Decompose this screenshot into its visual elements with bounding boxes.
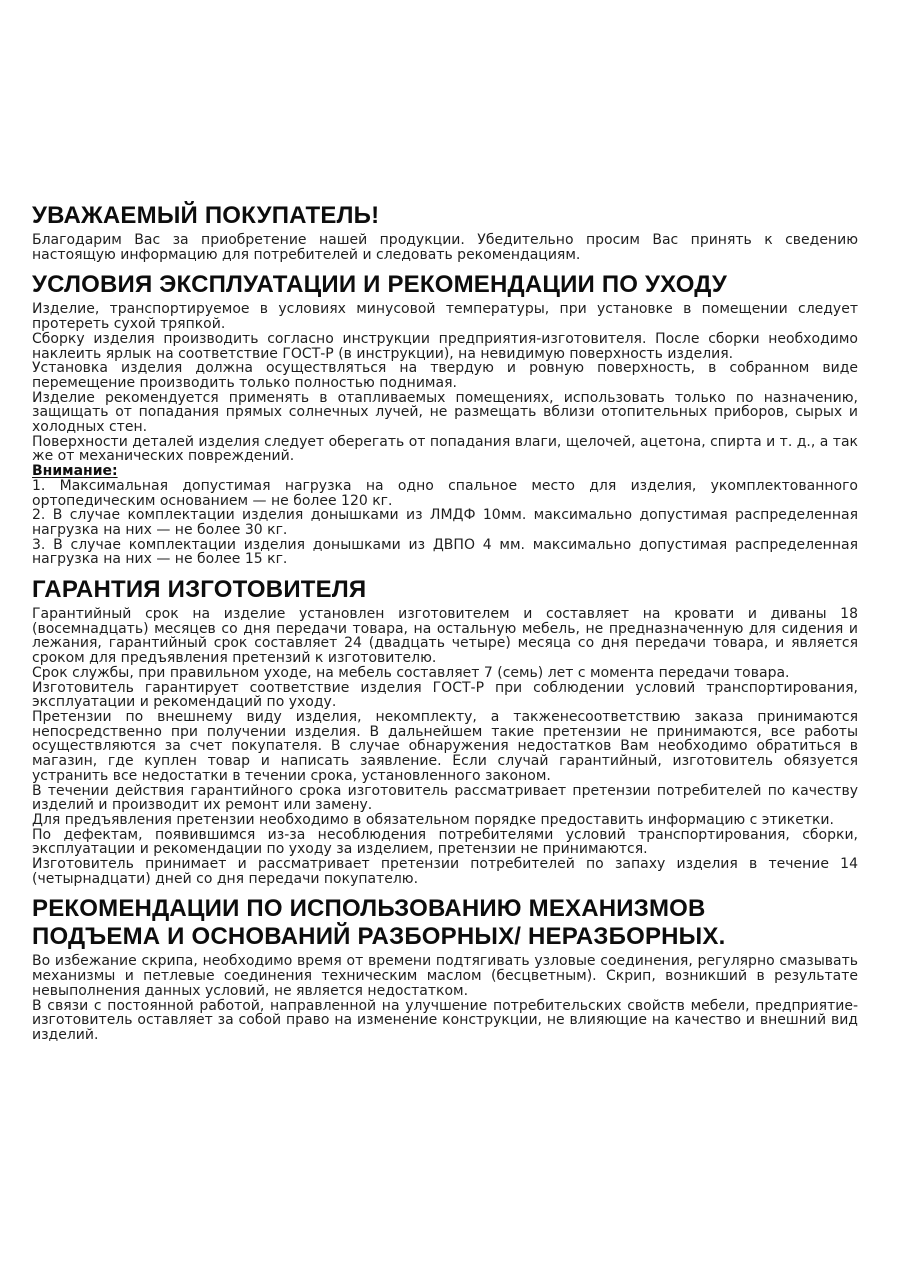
attention-item: 2. В случае комплектации изделия донышками из ЛМДФ 10мм. максимально допустимая распределенная нагрузка на них — не более 30 кг. [32,507,858,538]
attention-item: 3. В случае комплектации изделия донышками из ДВПО 4 мм. максимально допустимая распределенная нагрузка на них — не более 15 кг. [32,536,858,568]
attention-item: 1. Максимальная допустимая нагрузка на одно спальное место для изделия, укомплектованного ортопедическим основанием — не более 120 кг. [32,477,858,509]
paragraph: Поверхности деталей изделия следует оберегать от попадания влаги, щелочей, ацетона, спирта и т. д., а так же от механических повреждений. [32,433,858,465]
paragraph: Установка изделия должна осуществляться на твердую и ровную поверхность, в собранном виде перемещение производить только полностью поднимая. [32,360,858,391]
paragraph: Претензии по внешнему виду изделия, некомплекту, а такженесоответствию заказа принимаются непосредственно при получении изделия. В дальнейшем такие претензии не принимаются, все работы осуществляются за счет покупателя. В случае обнаружения недостатков Вам необходимо обратиться в магазин, где куплен товар и написать заявление. Если случай гарантийный, изготовитель обязуется устранить все недостатки в течении срока, установленного законом. [32,708,858,784]
attention-label-text: Внимание: [32,463,118,480]
paragraph: Изделие, транспортируемое в условиях минусовой температуры, при установке в помещении следует протереть сухой тряпкой. [32,301,858,333]
section-warranty [32,576,858,886]
paragraph: Срок службы, при правильном уходе, на мебель составляет 7 (семь) лет с момента передачи товара. [32,664,790,681]
paragraph: Гарантийный срок на изделие установлен изготовителем и составляет на кровати и диваны 18 (восемнадцать) месяцев со дня передачи товара, на остальную мебель, не предназначенную для сидения и лежания, гарантийный срок составляет 24 (двадцать четыре) месяца со дня передачи товара, и является сроком для предъявления претензий к изготовителю. [32,606,858,667]
paragraph: По дефектам, появившимся из-за несоблюдения потребителями условий транспортирования, сборки, эксплуатации и рекомендации по уходу за изделием, претензии не принимаются. [32,826,858,858]
paragraph: Во избежание скрипа, необходимо время от времени подтягивать узловые соединения, регулярно смазывать механизмы и петлевые соединения техническим маслом (бесцветным). Скрип, возникший в результате невыполнения данных условий, не является недостатком. [32,953,858,999]
section-usage-heading: УСЛОВИЯ ЭКСПЛУАТАЦИИ И РЕКОМЕНДАЦИИ ПО УХОДУ [32,271,728,299]
section-mechanisms-heading: РЕКОМЕНДАЦИИ ПО ИСПОЛЬЗОВАНИЮ МЕХАНИЗМОВ ПОДЪЕМА И ОСНОВАНИЙ РАЗБОРНЫХ/ НЕРАЗБОРНЫХ. [32,895,726,951]
paragraph: В связи с постоянной работой, направленной на улучшение потребительских свойств мебели, предприятие-изготовитель оставляет за собой право на изменение конструкции, не влияющие на качество и внешний вид изделий. [32,997,858,1043]
section-mechanisms [32,895,858,1042]
paragraph: Сборку изделия производить согласно инструкции предприятия-изготовителя. После сборки необходимо наклеить ярлык на соответствие ГОСТ-Р (в инструкции), на невидимую поверхность изделия. [32,330,858,362]
paragraph: В течении действия гарантийного срока изготовитель рассматривает претензии потребителей по качеству изделий и производит их ремонт или замену. [32,782,858,814]
paragraph: Изготовитель гарантирует соответствие изделия ГОСТ-Р при соблюдении условий транспортирования, эксплуатации и рекомендаций по уходу. [32,679,858,711]
paragraph: Изделие рекомендуется применять в отапливаемых помещениях, использовать только по назначению, защищать от попадания прямых солнечных лучей, не размещать вблизи отопительных приборов, сырых и холодных стен. [32,389,858,436]
document-content [32,0,858,1043]
paragraph: Для предъявления претензии необходимо в обязательном порядке предоставить информацию с этикетки. [32,811,834,828]
section-greeting [32,202,858,262]
paragraph: Благодарим Вас за приобретение нашей продукции. Убедительно просим Вас принять к сведению настоящую информацию для потребителей и следовать рекомендациям. [32,232,858,263]
section-warranty-heading: ГАРАНТИЯ ИЗГОТОВИТЕЛЯ [32,576,367,604]
paragraph: Изготовитель принимает и рассматривает претензии потребителей по запаху изделия в течение 14 (четырнадцати) дней со дня передачи покупателю. [32,856,858,887]
attention-label [32,464,858,479]
section-usage-conditions [32,271,858,567]
section-greeting-heading: УВАЖАЕМЫЙ ПОКУПАТЕЛЬ! [32,202,380,229]
